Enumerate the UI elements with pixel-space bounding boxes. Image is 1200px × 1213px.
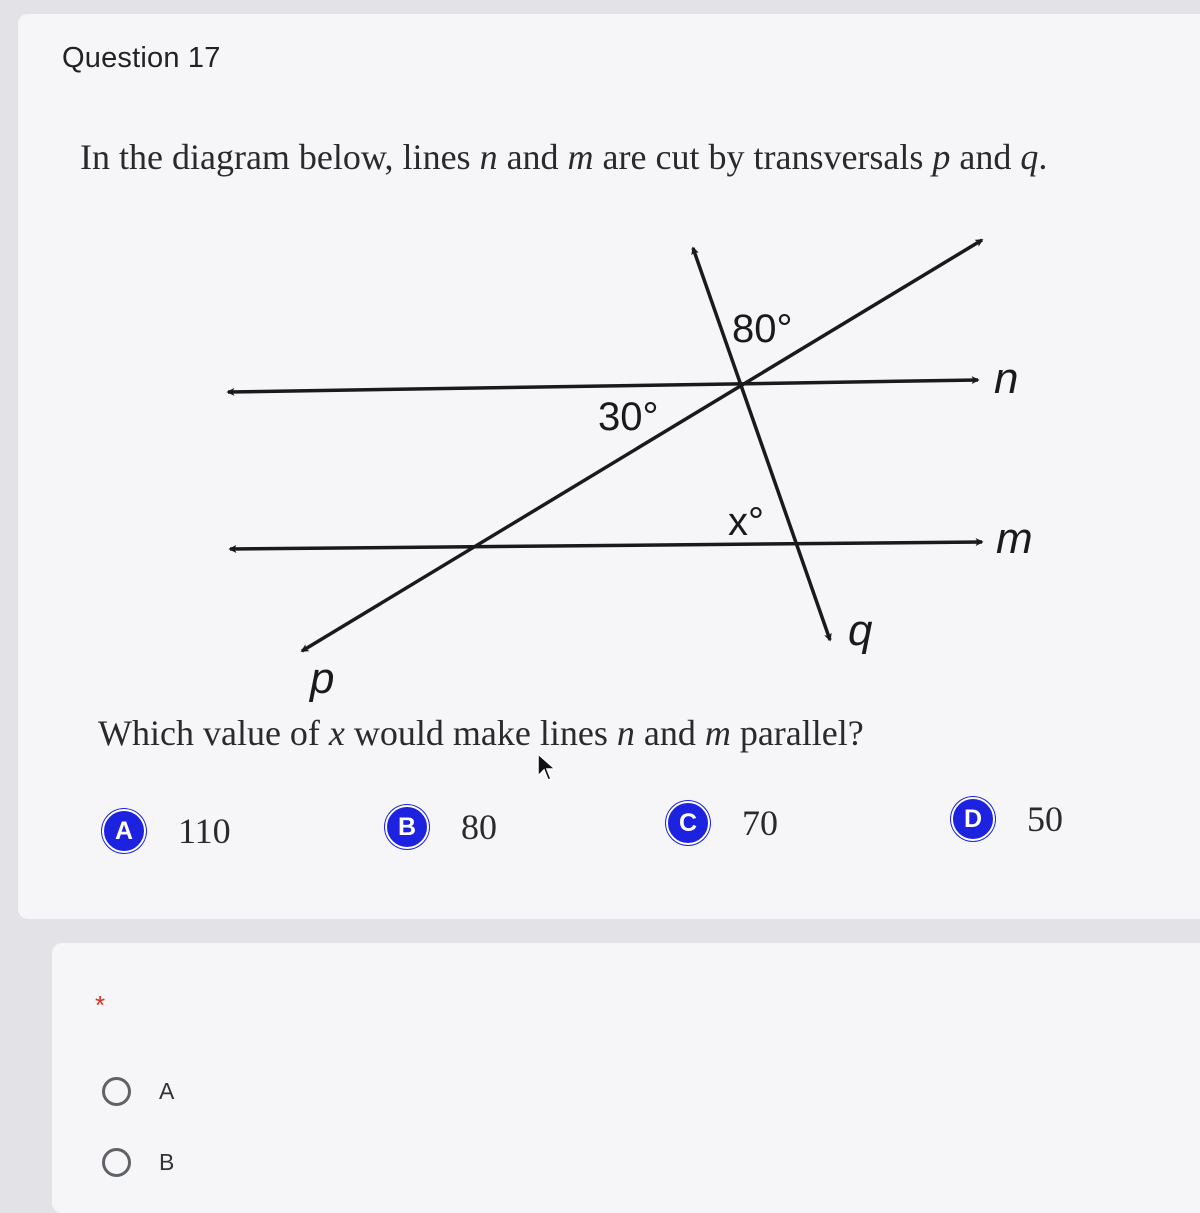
angle-label-x: x° [728, 500, 764, 544]
mouse-pointer-icon [536, 752, 558, 784]
line-label-n: n [994, 354, 1019, 403]
line-n [228, 380, 978, 392]
choice-a-badge: A [102, 809, 146, 853]
question-title: Question 17 [62, 42, 221, 74]
choice-b-value: 80 [461, 807, 497, 847]
line-label-q: q [848, 606, 873, 655]
question-ask: Which value of x would make lines n and m parallel? [98, 713, 864, 753]
choice-a [102, 809, 231, 853]
radio-label-a: A [159, 1078, 175, 1104]
line-p [302, 240, 982, 651]
line-m [230, 542, 982, 549]
choice-c-value: 70 [742, 803, 778, 843]
line-label-m: m [996, 514, 1033, 563]
radio-option-a[interactable] [102, 1077, 174, 1106]
choice-d [951, 797, 1063, 841]
answer-card [52, 943, 1200, 1213]
question-prompt: In the diagram below, lines n and m are cut by transversals p and q. [80, 137, 1048, 177]
radio-label-b: B [159, 1149, 175, 1175]
choice-c [666, 801, 778, 845]
line-label-p: p [310, 654, 335, 703]
choice-a-value: 110 [178, 811, 231, 851]
required-asterisk: * [95, 990, 106, 1020]
choice-c-badge: C [666, 801, 710, 845]
choice-b [385, 805, 497, 849]
angle-label-30: 30° [598, 395, 659, 439]
choice-d-badge: D [951, 797, 995, 841]
radio-button-b[interactable] [102, 1148, 131, 1177]
radio-button-a[interactable] [102, 1077, 131, 1106]
choice-d-value: 50 [1027, 799, 1063, 839]
choice-b-badge: B [385, 805, 429, 849]
angle-label-80: 80° [732, 307, 793, 351]
radio-option-b[interactable] [102, 1148, 174, 1177]
